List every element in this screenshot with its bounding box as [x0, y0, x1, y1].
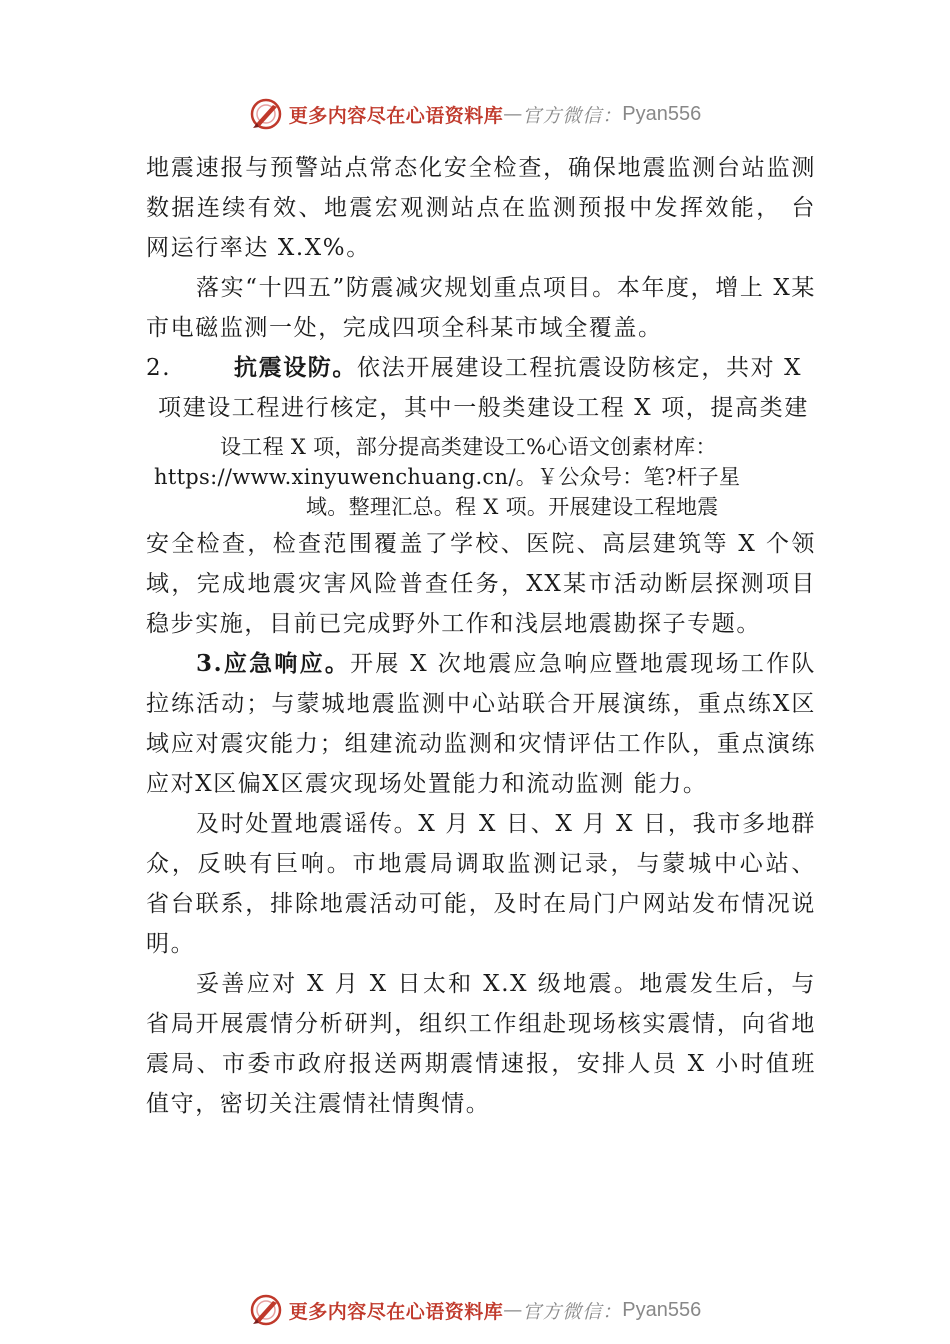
header-wechat-id: Pyan556	[622, 102, 702, 125]
section-2-text-2: 项建设工程进行核定，其中一般类建设工程 X 项，提高类建	[158, 395, 809, 421]
section-2-text-3: 安全检查，检查范围覆盖了学校、医院、高层建筑等 X 个领域，完成地震灾害风险普查任务，XX某市活动断层探测项目稳步实施，目前已完成野外工作和浅层地震勘探子专题。	[146, 531, 816, 637]
inline-watermark-line-2: https://www.xinyuwenchuang.cn/。￥公众号：笔?杆子星	[154, 465, 741, 489]
footer-official-label: 官方微信：	[522, 1300, 623, 1323]
section-2-title: 抗震设防。	[234, 354, 357, 381]
inline-watermark-line-3: 域。整理汇总。程 X 项。开展建设工程地震	[306, 495, 719, 519]
section-2-text-1: 依法开展建设工程抗震设防核定，共对 X	[357, 355, 803, 381]
header-dash: —	[503, 103, 523, 125]
paragraph-planning: 落实“十四五”防震减灾规划重点项目。本年度，增上 X某市电磁监测一处，完成四项全科某市域全覆盖。	[146, 275, 816, 341]
section-seismic-fortification	[146, 348, 816, 644]
paragraph-rumor-handling: 及时处置地震谣传。X 月 X 日、X 月 X 日，我市多地群众，反映有巨响。市地震局调取监测记录，与蒙城中心站、 省台联系，排除地震活动可能，及时在局门户网站发布情况说明。	[146, 811, 816, 957]
page-footer-watermark	[0, 1290, 950, 1330]
inline-watermark-line-1: 设工程 X 项，部分提高类建设工%心语文创素材库：	[220, 435, 717, 459]
section-3-title: 3.应急响应。	[196, 650, 351, 677]
document-body	[146, 148, 816, 1124]
header-official-label: 官方微信：	[522, 104, 623, 127]
page-header-watermark	[0, 94, 950, 134]
section-3-text: 开展 X 次地震应急响应暨地震现场工作队拉练活动；与蒙城地震监测中心站联合开展演练，重点练X区域应对震灾能力；组建流动监测和灾情评估工作队，重点演练应对X区偏X区震灾现场处置能力和流动监测 能力。	[146, 651, 816, 797]
footer-wechat-id: Pyan556	[622, 1298, 702, 1321]
section-2-number: 2.	[146, 355, 172, 381]
pen-logo-icon	[249, 1293, 283, 1327]
header-brand-text: 更多内容尽在心语资料库	[288, 104, 504, 127]
paragraph-earthquake-response: 妥善应对 X 月 X 日太和 X.X 级地震。地震发生后，与省局开展震情分析研判，组织工作组赴现场核实震情，向省地震局、市委市政府报送两期震情速报，安排人员 X 小时值班值守，密切关注震情社情舆情。	[146, 971, 816, 1117]
inline-watermark	[146, 432, 816, 522]
pen-logo-icon	[249, 97, 283, 131]
section-emergency-response	[146, 644, 816, 804]
footer-dash: —	[503, 1299, 523, 1321]
paragraph-monitoring: 地震速报与预警站点常态化安全检查，确保地震监测台站监测数据连续有效、地震宏观测站点在监测预报中发挥效能， 台网运行率达 X.X%。	[146, 155, 816, 261]
footer-brand-text: 更多内容尽在心语资料库	[288, 1300, 504, 1323]
